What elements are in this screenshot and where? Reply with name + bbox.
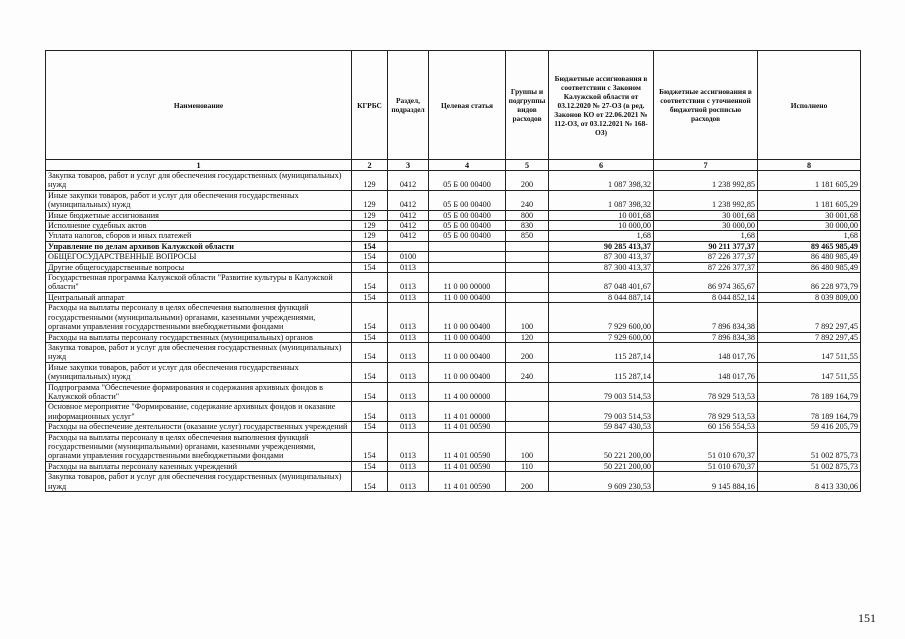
cell-law-amount: 10 000,00 xyxy=(549,221,654,231)
table-row xyxy=(46,422,861,432)
cell-law-amount: 8 044 887,14 xyxy=(549,292,654,302)
cell-section: 0412 xyxy=(388,210,429,220)
cell-name: Расходы на обеспечение деятельности (оказание услуг) государственных учреждений xyxy=(46,422,352,432)
cell-section: 0113 xyxy=(388,382,429,402)
cell-target: 11 0 00 00400 xyxy=(429,332,506,342)
table-row xyxy=(46,432,861,461)
cell-target: 05 Б 00 00400 xyxy=(429,221,506,231)
table-row xyxy=(46,262,861,272)
cell-target: 11 4 01 00590 xyxy=(429,472,506,492)
column-number: 4 xyxy=(429,160,506,171)
cell-group: 850 xyxy=(506,231,549,241)
cell-kgrbs: 154 xyxy=(352,273,388,293)
cell-kgrbs: 154 xyxy=(352,262,388,272)
cell-refined-amount: 51 010 670,37 xyxy=(654,461,758,471)
column-number: 5 xyxy=(506,160,549,171)
cell-group xyxy=(506,292,549,302)
cell-executed-amount: 78 189 164,79 xyxy=(758,402,861,422)
cell-executed-amount: 8 413 330,06 xyxy=(758,472,861,492)
cell-target: 11 4 01 00590 xyxy=(429,432,506,461)
cell-section: 0113 xyxy=(388,472,429,492)
cell-group: 200 xyxy=(506,171,549,191)
cell-target xyxy=(429,262,506,272)
cell-law-amount: 50 221 200,00 xyxy=(549,432,654,461)
cell-law-amount: 87 300 413,37 xyxy=(549,262,654,272)
cell-group: 100 xyxy=(506,303,549,332)
cell-refined-amount: 90 211 377,37 xyxy=(654,241,758,251)
header-law: Бюджетные ассигнования в соответствии с Законом Калужской области от 03.12.2020 № 27-ОЗ (в ред. Законов КО от 22.06.2021 № 112-ОЗ, от 03.12.2021 № 168-ОЗ) xyxy=(549,51,654,160)
cell-target: 05 Б 00 00400 xyxy=(429,190,506,210)
cell-group xyxy=(506,382,549,402)
cell-name: Иные закупки товаров, работ и услуг для обеспечения государственных (муниципальных) нужд xyxy=(46,362,352,382)
cell-section: 0113 xyxy=(388,461,429,471)
cell-executed-amount: 147 511,55 xyxy=(758,342,861,362)
cell-law-amount: 50 221 200,00 xyxy=(549,461,654,471)
column-number: 3 xyxy=(388,160,429,171)
cell-kgrbs: 154 xyxy=(352,252,388,262)
cell-kgrbs: 154 xyxy=(352,303,388,332)
table-row xyxy=(46,231,861,241)
cell-law-amount: 79 003 514,53 xyxy=(549,402,654,422)
column-number: 2 xyxy=(352,160,388,171)
cell-executed-amount: 51 002 875,73 xyxy=(758,461,861,471)
cell-executed-amount: 89 465 985,49 xyxy=(758,241,861,251)
cell-section: 0412 xyxy=(388,231,429,241)
cell-group: 110 xyxy=(506,461,549,471)
cell-law-amount: 9 609 230,53 xyxy=(549,472,654,492)
cell-name: Закупка товаров, работ и услуг для обеспечения государственных (муниципальных) нужд xyxy=(46,472,352,492)
cell-kgrbs: 129 xyxy=(352,190,388,210)
cell-executed-amount: 86 480 985,49 xyxy=(758,262,861,272)
cell-refined-amount: 30 000,00 xyxy=(654,221,758,231)
header-target: Целевая статья xyxy=(429,51,506,160)
column-number: 7 xyxy=(654,160,758,171)
cell-kgrbs: 129 xyxy=(352,210,388,220)
table-row xyxy=(46,362,861,382)
cell-executed-amount: 30 001,68 xyxy=(758,210,861,220)
cell-target: 11 4 01 00000 xyxy=(429,402,506,422)
cell-target: 11 0 00 00400 xyxy=(429,362,506,382)
cell-law-amount: 10 001,68 xyxy=(549,210,654,220)
cell-law-amount: 79 003 514,53 xyxy=(549,382,654,402)
cell-law-amount: 115 287,14 xyxy=(549,362,654,382)
column-number-row xyxy=(46,160,861,171)
table-row xyxy=(46,402,861,422)
cell-executed-amount: 78 189 164,79 xyxy=(758,382,861,402)
cell-section: 0113 xyxy=(388,402,429,422)
table-row xyxy=(46,171,861,191)
cell-kgrbs: 129 xyxy=(352,231,388,241)
cell-section: 0113 xyxy=(388,362,429,382)
cell-executed-amount: 7 892 297,45 xyxy=(758,303,861,332)
cell-group xyxy=(506,252,549,262)
cell-kgrbs: 154 xyxy=(352,342,388,362)
table-row xyxy=(46,303,861,332)
cell-group: 100 xyxy=(506,432,549,461)
cell-refined-amount: 60 156 554,53 xyxy=(654,422,758,432)
cell-law-amount: 87 300 413,37 xyxy=(549,252,654,262)
cell-kgrbs: 154 xyxy=(352,332,388,342)
cell-name: Другие общегосударственные вопросы xyxy=(46,262,352,272)
cell-refined-amount: 78 929 513,53 xyxy=(654,402,758,422)
cell-kgrbs: 129 xyxy=(352,171,388,191)
cell-refined-amount: 148 017,76 xyxy=(654,362,758,382)
cell-name: Закупка товаров, работ и услуг для обеспечения государственных (муниципальных) нужд xyxy=(46,171,352,191)
cell-group: 240 xyxy=(506,362,549,382)
cell-refined-amount: 30 001,68 xyxy=(654,210,758,220)
cell-section: 0412 xyxy=(388,171,429,191)
cell-law-amount: 115 287,14 xyxy=(549,342,654,362)
cell-name: Иные закупки товаров, работ и услуг для обеспечения государственных (муниципальных) нужд xyxy=(46,190,352,210)
cell-section: 0113 xyxy=(388,292,429,302)
column-number: 6 xyxy=(549,160,654,171)
header-kgrbs: КГРБС xyxy=(352,51,388,160)
cell-law-amount: 90 285 413,37 xyxy=(549,241,654,251)
cell-refined-amount: 86 974 365,67 xyxy=(654,273,758,293)
cell-name: Расходы на выплаты персоналу в целях обеспечения выполнения функций государственными (муниципальными) органами, казенными учреждениями, органами управления государственными внебюджетными фондами xyxy=(46,303,352,332)
cell-target: 05 Б 00 00400 xyxy=(429,231,506,241)
cell-executed-amount: 51 002 875,73 xyxy=(758,432,861,461)
cell-kgrbs: 154 xyxy=(352,402,388,422)
cell-refined-amount: 7 896 834,38 xyxy=(654,303,758,332)
budget-execution-table xyxy=(45,50,861,492)
cell-name: Исполнение судебных актов xyxy=(46,221,352,231)
cell-section: 0113 xyxy=(388,303,429,332)
table-row xyxy=(46,292,861,302)
cell-target xyxy=(429,241,506,251)
cell-kgrbs: 154 xyxy=(352,382,388,402)
cell-section: 0113 xyxy=(388,342,429,362)
cell-group: 240 xyxy=(506,190,549,210)
header-executed: Исполнено xyxy=(758,51,861,160)
table-row xyxy=(46,221,861,231)
cell-refined-amount: 148 017,76 xyxy=(654,342,758,362)
cell-refined-amount: 78 929 513,53 xyxy=(654,382,758,402)
cell-refined-amount: 7 896 834,38 xyxy=(654,332,758,342)
cell-target: 05 Б 00 00400 xyxy=(429,210,506,220)
cell-law-amount: 1,68 xyxy=(549,231,654,241)
table-row xyxy=(46,252,861,262)
cell-law-amount: 7 929 600,00 xyxy=(549,303,654,332)
cell-name: Закупка товаров, работ и услуг для обеспечения государственных (муниципальных) нужд xyxy=(46,342,352,362)
header-row xyxy=(46,51,861,160)
cell-group xyxy=(506,262,549,272)
table-row xyxy=(46,461,861,471)
cell-kgrbs: 154 xyxy=(352,241,388,251)
cell-section: 0412 xyxy=(388,190,429,210)
cell-executed-amount: 7 892 297,45 xyxy=(758,332,861,342)
cell-refined-amount: 87 226 377,37 xyxy=(654,252,758,262)
cell-refined-amount: 9 145 884,16 xyxy=(654,472,758,492)
cell-section: 0100 xyxy=(388,252,429,262)
cell-target: 11 0 00 00400 xyxy=(429,303,506,332)
cell-executed-amount: 1,68 xyxy=(758,231,861,241)
cell-executed-amount: 8 039 809,00 xyxy=(758,292,861,302)
cell-name: Расходы на выплаты персоналу государственных (муниципальных) органов xyxy=(46,332,352,342)
table-row xyxy=(46,342,861,362)
cell-target: 11 0 00 00400 xyxy=(429,342,506,362)
cell-refined-amount: 51 010 670,37 xyxy=(654,432,758,461)
cell-executed-amount: 1 181 605,29 xyxy=(758,190,861,210)
table-row xyxy=(46,273,861,293)
cell-executed-amount: 86 480 985,49 xyxy=(758,252,861,262)
table-row xyxy=(46,382,861,402)
cell-section: 0113 xyxy=(388,422,429,432)
header-name: Наименование xyxy=(46,51,352,160)
table-row xyxy=(46,190,861,210)
header-group: Группы и подгруппы видов расходов xyxy=(506,51,549,160)
cell-kgrbs: 154 xyxy=(352,422,388,432)
cell-executed-amount: 86 228 973,79 xyxy=(758,273,861,293)
cell-kgrbs: 154 xyxy=(352,472,388,492)
column-number: 1 xyxy=(46,160,352,171)
column-number: 8 xyxy=(758,160,861,171)
cell-refined-amount: 8 044 852,14 xyxy=(654,292,758,302)
cell-law-amount: 1 087 398,32 xyxy=(549,171,654,191)
header-refined: Бюджетные ассигнования в соответствии с уточненной бюджетной росписью расходов xyxy=(654,51,758,160)
cell-executed-amount: 147 511,55 xyxy=(758,362,861,382)
table-row xyxy=(46,332,861,342)
cell-target: 05 Б 00 00400 xyxy=(429,171,506,191)
cell-kgrbs: 154 xyxy=(352,432,388,461)
cell-refined-amount: 1 238 992,85 xyxy=(654,171,758,191)
cell-group: 830 xyxy=(506,221,549,231)
cell-group: 120 xyxy=(506,332,549,342)
cell-law-amount: 87 048 401,67 xyxy=(549,273,654,293)
cell-name: Государственная программа Калужской области "Развитие культуры в Калужской области" xyxy=(46,273,352,293)
cell-target: 11 4 01 00590 xyxy=(429,422,506,432)
cell-section: 0113 xyxy=(388,273,429,293)
cell-group xyxy=(506,273,549,293)
cell-executed-amount: 59 416 205,79 xyxy=(758,422,861,432)
cell-target: 11 0 00 00400 xyxy=(429,292,506,302)
cell-name: Уплата налогов, сборов и иных платежей xyxy=(46,231,352,241)
cell-group xyxy=(506,241,549,251)
cell-target xyxy=(429,252,506,262)
cell-section: 0412 xyxy=(388,221,429,231)
table-row xyxy=(46,472,861,492)
cell-executed-amount: 1 181 605,29 xyxy=(758,171,861,191)
cell-name: Управление по делам архивов Калужской области xyxy=(46,241,352,251)
cell-refined-amount: 87 226 377,37 xyxy=(654,262,758,272)
cell-target: 11 0 00 00000 xyxy=(429,273,506,293)
cell-group xyxy=(506,422,549,432)
cell-group: 200 xyxy=(506,472,549,492)
cell-name: Расходы на выплаты персоналу казенных учреждений xyxy=(46,461,352,471)
table-row xyxy=(46,241,861,251)
cell-name: ОБЩЕГОСУДАРСТВЕННЫЕ ВОПРОСЫ xyxy=(46,252,352,262)
cell-name: Центральный аппарат xyxy=(46,292,352,302)
cell-name: Расходы на выплаты персоналу в целях обеспечения выполнения функций государственными (муниципальными) органами, казенными учреждениями, органами управления государственными внебюджетными фондами xyxy=(46,432,352,461)
cell-law-amount: 59 847 430,53 xyxy=(549,422,654,432)
cell-section xyxy=(388,241,429,251)
cell-name: Подпрограмма "Обеспечение формирования и содержания архивных фондов в Калужской области" xyxy=(46,382,352,402)
cell-law-amount: 7 929 600,00 xyxy=(549,332,654,342)
cell-kgrbs: 154 xyxy=(352,362,388,382)
cell-section: 0113 xyxy=(388,432,429,461)
cell-section: 0113 xyxy=(388,332,429,342)
cell-name: Основное мероприятие "Формирование, содержание архивных фондов и оказание информационных услуг" xyxy=(46,402,352,422)
cell-group: 800 xyxy=(506,210,549,220)
cell-law-amount: 1 087 398,32 xyxy=(549,190,654,210)
cell-group: 200 xyxy=(506,342,549,362)
cell-target: 11 4 01 00590 xyxy=(429,461,506,471)
header-section: Раздел, подраздел xyxy=(388,51,429,160)
cell-name: Иные бюджетные ассигнования xyxy=(46,210,352,220)
cell-target: 11 4 00 00000 xyxy=(429,382,506,402)
table-row xyxy=(46,210,861,220)
cell-refined-amount: 1 238 992,85 xyxy=(654,190,758,210)
cell-group xyxy=(506,402,549,422)
cell-kgrbs: 154 xyxy=(352,461,388,471)
cell-kgrbs: 129 xyxy=(352,221,388,231)
cell-executed-amount: 30 000,00 xyxy=(758,221,861,231)
cell-kgrbs: 154 xyxy=(352,292,388,302)
cell-refined-amount: 1,68 xyxy=(654,231,758,241)
cell-section: 0113 xyxy=(388,262,429,272)
page-number: 151 xyxy=(858,611,876,625)
